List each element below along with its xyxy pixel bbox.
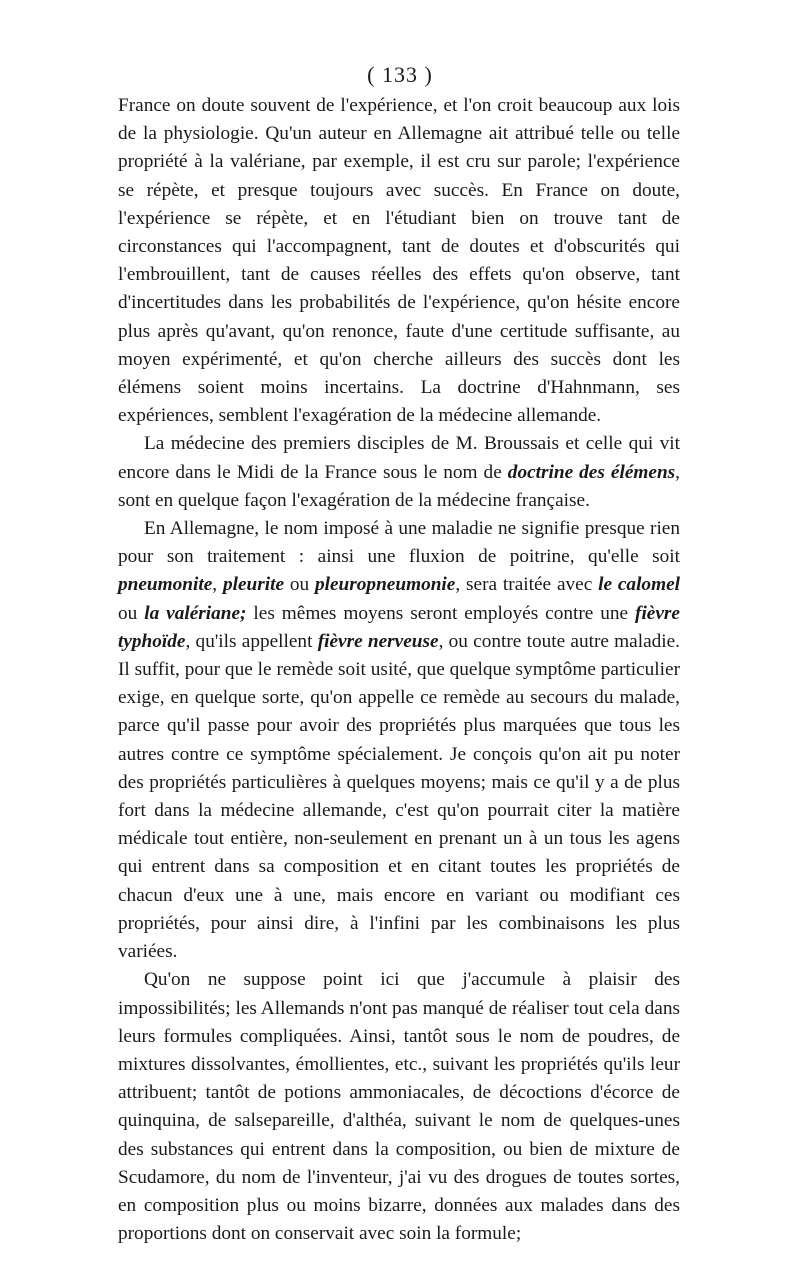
body-text bbox=[118, 92, 680, 1248]
page-number: ( 133 ) bbox=[367, 62, 433, 87]
text-run: , ou contre toute autre maladie. Il suffit, pour que le remède soit usité, que quelque symptôme particulier exige, en quelque sorte, qu'on appelle ce remède au secours du malade, parce qu'il passe pour avoir des propriétés plus marquées que tous les autres contre ce symptôme spécialement. Je conçois qu'on ait pu noter des propriétés particulières à quelques moyens; mais ce qu'il y a de plus fort dans la médecine allemande, c'est qu'on pourrait citer la matière médicale tout entière, non-seulement en prenant un à un tous les agens qui entrent dans sa composition et en citant toutes les propriétés de chacun d'eux une à une, mais encore en variant ou modifiant ces propriétés, pour ainsi dire, à l'infini par les combinaisons les plus variées. bbox=[118, 630, 681, 963]
text-run: France on doute souvent de l'expérience, et l'on croit beaucoup aux lois de la physiologie. Qu'un auteur en Allemagne ait attribué telle ou telle propriété à la valériane, par exemple, il est cru sur parole; l'expérience se répète, et presque toujours avec succès. En France on doute, l'expérience se répète, et en l'étudiant bien on trouve tant de circonstances qui l'accompagnent, tant de doutes et d'obscurités qui l'embrouillent, tant de causes réelles des effets qu'on observe, tant d'incertitudes dans les probabilités de l'expérience, qu'on hésite encore plus après qu'avant, qu'on renonce, faute d'une certitude suffisante, au moyen expérimenté, et qu'on cherche ailleurs des succès dont les élémens soient moins incertains. La doctrine d'Hahnmann, ses expériences, semblent l'exagération de la médecine allemande. bbox=[118, 95, 680, 427]
text-run: , sont en quelque façon l'exagération de la médecine française. bbox=[118, 461, 680, 511]
text-run: ou bbox=[284, 574, 315, 596]
text-run: , bbox=[212, 574, 223, 596]
text-run: La médecine des premiers disciples de M. Broussais et celle qui vit encore dans le Midi de la France sous le nom de bbox=[118, 433, 680, 483]
italic-term: pleuropneumonie bbox=[315, 574, 456, 596]
italic-term: doctrine des élémens bbox=[507, 461, 676, 483]
text-run: , qu'ils appellent bbox=[185, 630, 318, 652]
italic-term: pleurite bbox=[222, 574, 285, 596]
text-run: , sera traitée avec bbox=[455, 574, 599, 596]
italic-term: fièvre nerveuse bbox=[317, 630, 439, 652]
paragraph bbox=[118, 515, 680, 966]
text-run: En Allemagne, le nom imposé à une maladie ne signifie presque rien pour son traitement : ainsi une fluxion de poitrine, qu'elle soit bbox=[118, 518, 680, 568]
text-run: Qu'on ne suppose point ici que j'accumule à plaisir des impossibilités; les Allemands n'ont pas manqué de réaliser tout cela dans leurs formules compliquées. Ainsi, tantôt sous le nom de poudres, de mixtures dissolvantes, émollientes, etc., suivant les propriétés qu'ils leur attribuent; tantôt de potions ammoniacales, de décoctions d'écorce de quinquina, de salsepareille, d'althéa, suivant le nom de quelques-unes des substances qui entrent dans la composition, ou bien de mixture de Scudamore, du nom de l'inventeur, j'ai vu des drogues de toutes sortes, en composition plus ou moins bizarre, données aux malades dans des proportions dont on conservait avec soin la formule; bbox=[118, 969, 680, 1245]
italic-term: fièvre typhoïde bbox=[118, 602, 680, 652]
text-run: ou bbox=[118, 602, 145, 624]
paragraph bbox=[118, 92, 680, 430]
italic-term: pneumonite bbox=[118, 574, 213, 596]
text-run: les mêmes moyens seront employés contre une bbox=[246, 602, 636, 624]
italic-term: le calomel bbox=[598, 574, 680, 596]
paragraph bbox=[118, 966, 680, 1248]
paragraph bbox=[118, 430, 680, 515]
italic-term: la valériane; bbox=[144, 602, 247, 624]
